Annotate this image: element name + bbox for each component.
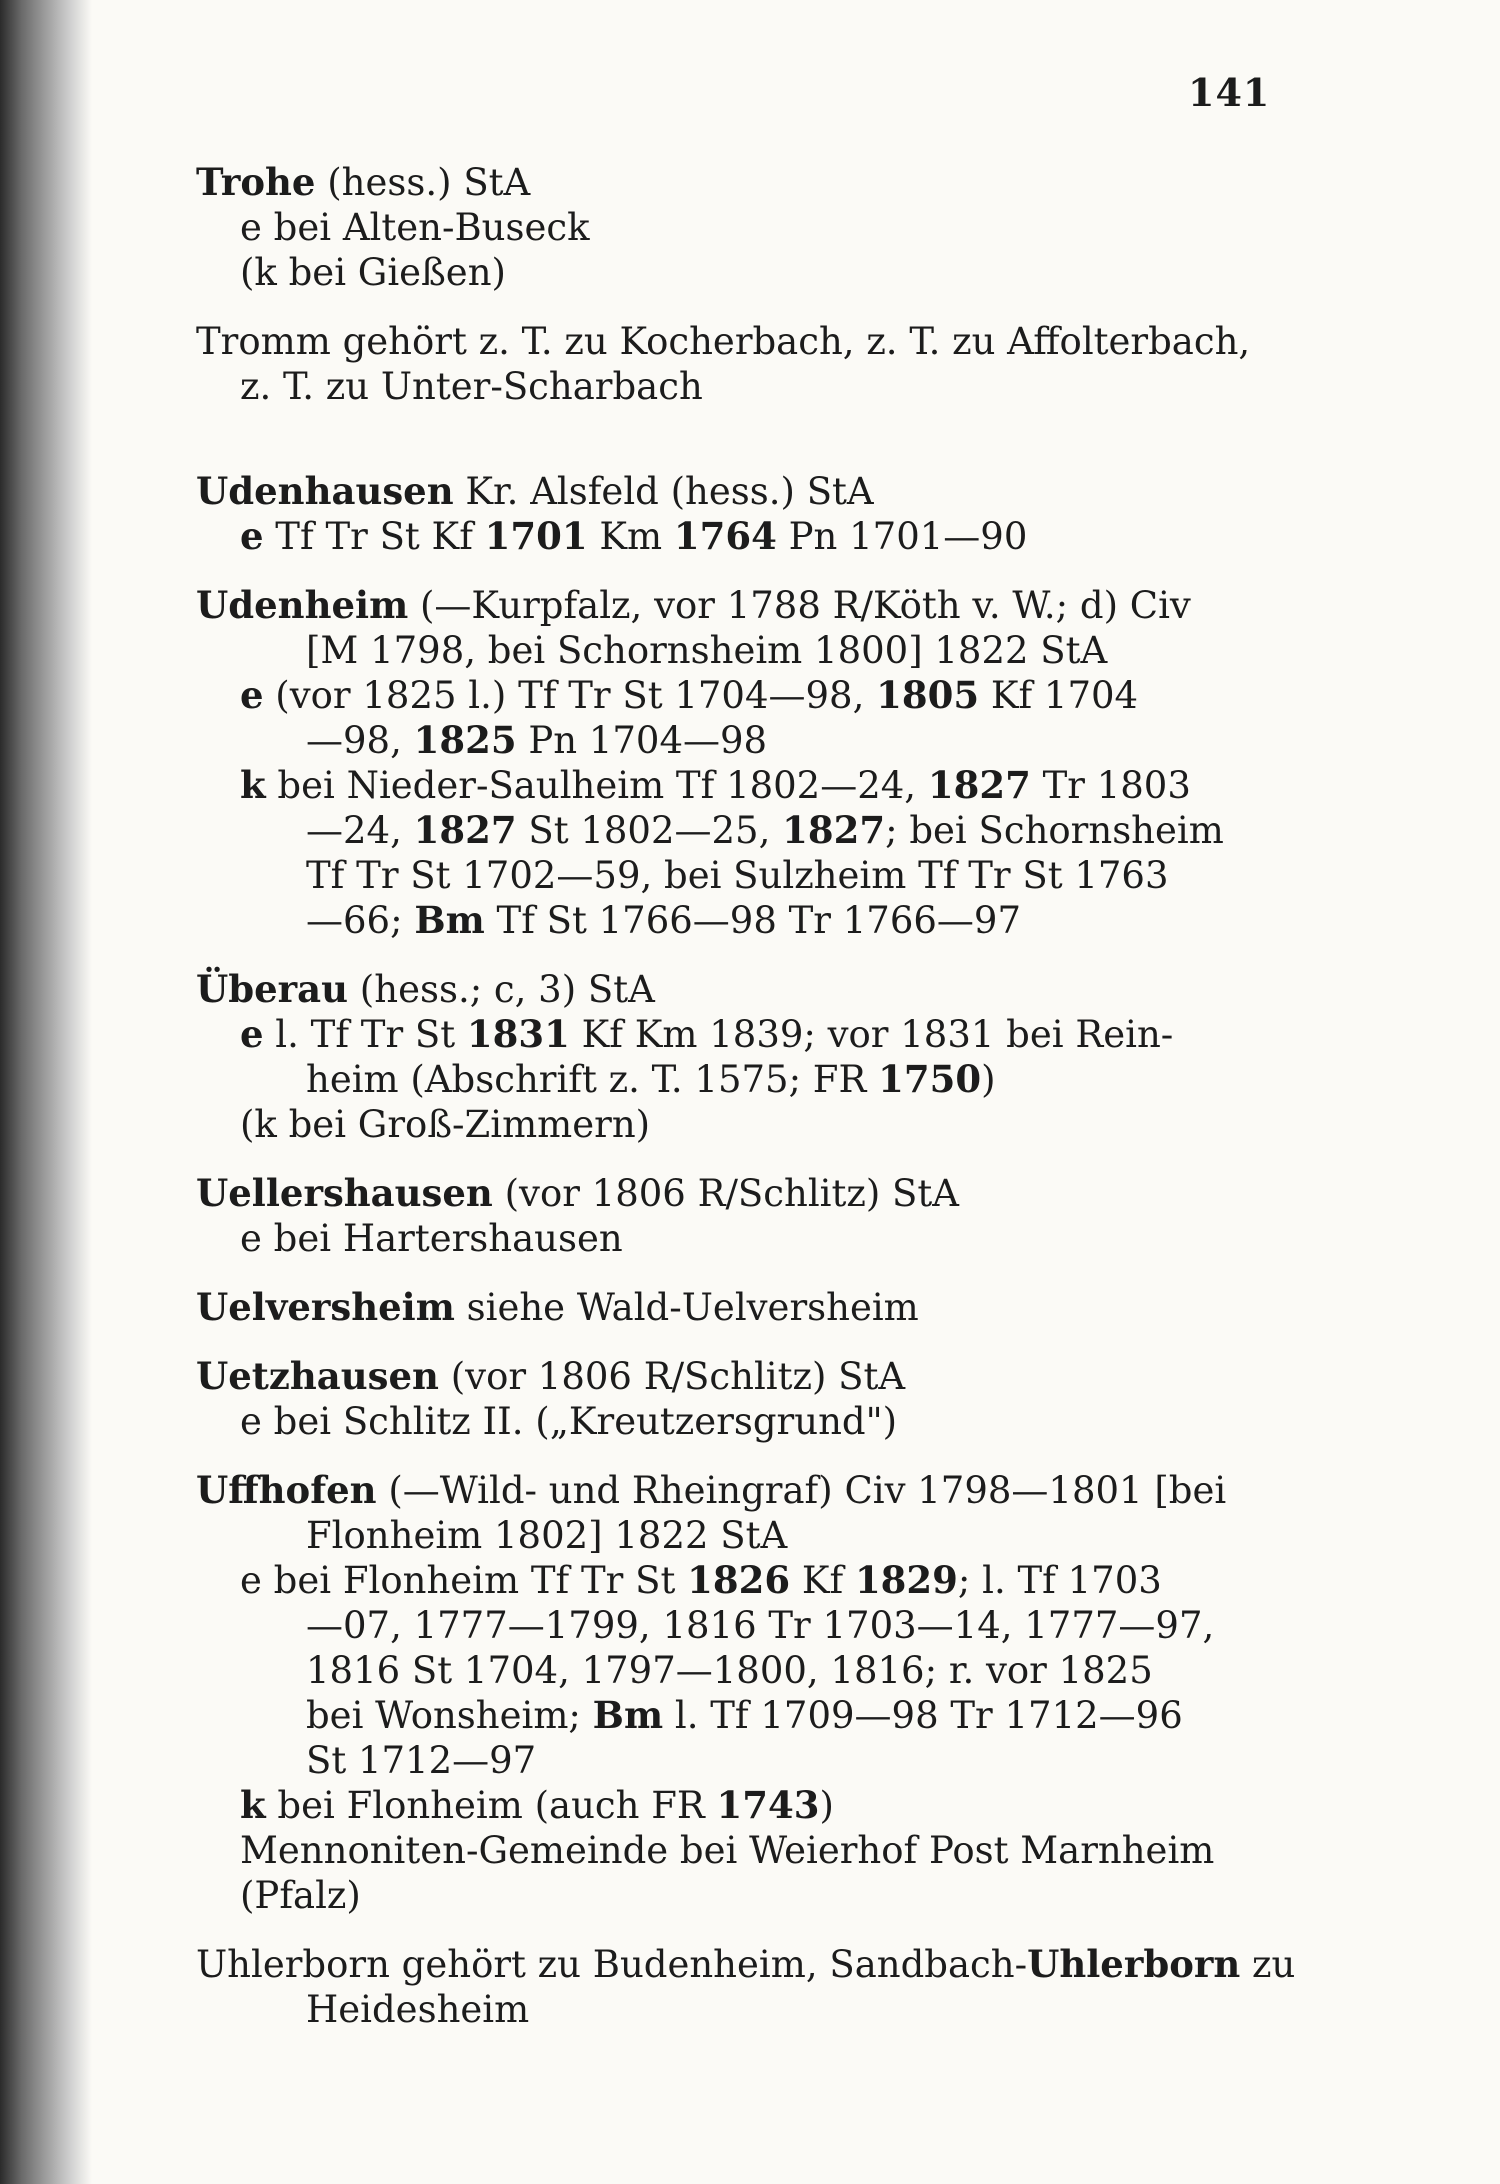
entry-headline [196, 1942, 1296, 1987]
entry-headline [196, 469, 1266, 514]
bold-text: Trohe [196, 160, 316, 204]
entry-detail-line [196, 718, 1266, 763]
bold-text: 1743 [716, 1783, 820, 1827]
bold-text: e [240, 514, 264, 558]
text: bei Flonheim (auch FR [265, 1784, 717, 1827]
bold-text: Uelversheim [196, 1285, 455, 1329]
text: (hess.) StA [315, 161, 531, 204]
entry-detail-line [196, 1738, 1266, 1783]
text: l. Tf 1709—98 Tr 1712—96 [663, 1694, 1183, 1737]
text: —98, [306, 719, 414, 762]
entry-detail-line [196, 1603, 1266, 1648]
text: bei Wonsheim; [306, 1694, 593, 1737]
bold-text: k [240, 763, 266, 807]
place-entry [196, 967, 1266, 1147]
entry-detail-line [196, 1558, 1266, 1603]
text: e bei Hartershausen [240, 1217, 623, 1260]
place-entry [196, 319, 1266, 409]
entry-detail-line [196, 514, 1266, 559]
entry-detail-line [196, 853, 1266, 898]
text: (Pfalz) [240, 1874, 361, 1917]
text: Heidesheim [306, 1988, 530, 2031]
text: (—Wild- und Rheingraf) Civ 1798—1801 [bei [376, 1469, 1227, 1512]
text: —66; [306, 899, 415, 942]
text: (—Kurpfalz, vor 1788 R/Köth v. W.; d) Civ [408, 584, 1191, 627]
text: Mennoniten-Gemeinde bei Weierhof Post Marnheim [240, 1829, 1215, 1872]
bold-text: 1826 [687, 1558, 791, 1602]
text: Kf [790, 1559, 855, 1602]
entry-detail-line [196, 1987, 1266, 2032]
place-entry [196, 1468, 1266, 1918]
place-entry [196, 160, 1266, 295]
entry-detail-line [196, 1102, 1266, 1147]
book-binding-shadow [0, 0, 92, 2184]
place-entry [196, 1942, 1296, 2032]
text: Pn 1701—90 [776, 515, 1028, 558]
text: 1816 St 1704, 1797—1800, 1816; r. vor 1825 [306, 1649, 1153, 1692]
text: z. T. zu Unter-Scharbach [240, 365, 703, 408]
text: St 1712—97 [306, 1739, 537, 1782]
place-entry [196, 1285, 1266, 1330]
text: (hess.; c, 3) StA [348, 968, 655, 1011]
bold-text: 1831 [466, 1012, 570, 1056]
entry-detail-line [196, 1828, 1266, 1873]
text: [M 1798, bei Schornsheim 1800] 1822 StA [306, 629, 1108, 672]
bold-text: 1764 [673, 514, 777, 558]
bold-text: Uetzhausen [196, 1354, 439, 1398]
text: e bei Alten-Buseck [240, 206, 590, 249]
entry-detail-line [196, 898, 1266, 943]
entry-headline [196, 1468, 1266, 1513]
text: ) [981, 1058, 996, 1101]
entry-detail-line [196, 364, 1266, 409]
text: ; l. Tf 1703 [957, 1559, 1162, 1602]
text: (vor 1806 R/Schlitz) StA [438, 1355, 906, 1398]
text: Pn 1704—98 [516, 719, 768, 762]
entry-detail-line [196, 808, 1266, 853]
entry-detail-line [196, 1216, 1266, 1261]
text: Tr 1803 [1030, 764, 1191, 807]
bold-text: Uhlerborn [1027, 1942, 1241, 1986]
place-entry [196, 469, 1266, 559]
entry-detail-line [196, 1513, 1266, 1558]
text: e bei Schlitz II. („Kreutzersgrund") [240, 1400, 898, 1443]
bold-text: k [240, 1783, 266, 1827]
text: Kf 1704 [979, 674, 1139, 717]
text: Tf Tr St Kf [263, 515, 485, 558]
entry-detail-line [196, 250, 1266, 295]
bold-text: 1827 [413, 808, 517, 852]
bold-text: Bm [414, 898, 485, 942]
text: (k bei Groß-Zimmern) [240, 1103, 651, 1146]
bold-text: Udenheim [196, 583, 409, 627]
entry-detail-line [196, 673, 1266, 718]
text: Kf Km 1839; vor 1831 bei Rein- [569, 1013, 1174, 1056]
bold-text: Udenhausen [196, 469, 454, 513]
bold-text: 1750 [878, 1057, 982, 1101]
entry-headline [196, 583, 1266, 628]
entry-detail-line [196, 205, 1266, 250]
text: ) [819, 1784, 834, 1827]
entry-headline [196, 967, 1266, 1012]
bold-text: 1825 [413, 718, 517, 762]
entry-detail-line [196, 1783, 1266, 1828]
text: St 1802—25, [516, 809, 783, 852]
text: (vor 1825 l.) Tf Tr St 1704—98, [263, 674, 877, 717]
text: heim (Abschrift z. T. 1575; FR [306, 1058, 879, 1101]
text: Km [587, 515, 674, 558]
entry-headline [196, 1354, 1266, 1399]
text: Flonheim 1802] 1822 StA [306, 1514, 788, 1557]
entry-headline [196, 160, 1266, 205]
bold-text: e [240, 673, 264, 717]
bold-text: 1829 [854, 1558, 958, 1602]
bold-text: 1805 [876, 673, 980, 717]
text: Tromm gehört z. T. zu Kocherbach, z. T. zu Affolterbach, [196, 320, 1251, 363]
entry-detail-line [196, 628, 1266, 673]
bold-text: 1701 [484, 514, 588, 558]
entry-detail-line [196, 1399, 1266, 1444]
entry-detail-line [196, 1873, 1266, 1918]
text: Kr. Alsfeld (hess.) StA [453, 470, 874, 513]
bold-text: 1827 [927, 763, 1031, 807]
bold-text: Überau [196, 967, 349, 1011]
text: siehe Wald-Uelversheim [454, 1286, 919, 1329]
page-number: 141 [1188, 70, 1271, 115]
entry-headline [196, 319, 1266, 364]
text: (vor 1806 R/Schlitz) StA [492, 1172, 959, 1215]
text: Uhlerborn gehört zu Budenheim, Sandbach- [196, 1943, 1028, 1986]
entry-detail-line [196, 1012, 1266, 1057]
entry-detail-line [196, 1648, 1266, 1693]
entry-detail-line [196, 763, 1266, 808]
gazetteer-entries [196, 160, 1296, 2056]
text: ; bei Schornsheim [885, 809, 1224, 852]
text: e bei Flonheim Tf Tr St [240, 1559, 688, 1602]
bold-text: e [240, 1012, 264, 1056]
text: zu [1240, 1943, 1296, 1986]
entry-headline [196, 1285, 1266, 1330]
text: (k bei Gießen) [240, 251, 506, 294]
text: Tf St 1766—98 Tr 1766—97 [484, 899, 1021, 942]
place-entry [196, 1354, 1266, 1444]
text: —24, [306, 809, 414, 852]
text: —07, 1777—1799, 1816 Tr 1703—14, 1777—97, [306, 1604, 1215, 1647]
bold-text: Uffhofen [196, 1468, 377, 1512]
entry-headline [196, 1171, 1266, 1216]
place-entry [196, 1171, 1266, 1261]
bold-text: Bm [592, 1693, 664, 1737]
entry-detail-line [196, 1693, 1266, 1738]
place-entry [196, 583, 1266, 943]
text: Tf Tr St 1702—59, bei Sulzheim Tf Tr St 1763 [306, 854, 1169, 897]
entry-detail-line [196, 1057, 1266, 1102]
bold-text: Uellershausen [196, 1171, 493, 1215]
bold-text: 1827 [782, 808, 886, 852]
text: bei Nieder-Saulheim Tf 1802—24, [265, 764, 928, 807]
text: l. Tf Tr St [263, 1013, 467, 1056]
